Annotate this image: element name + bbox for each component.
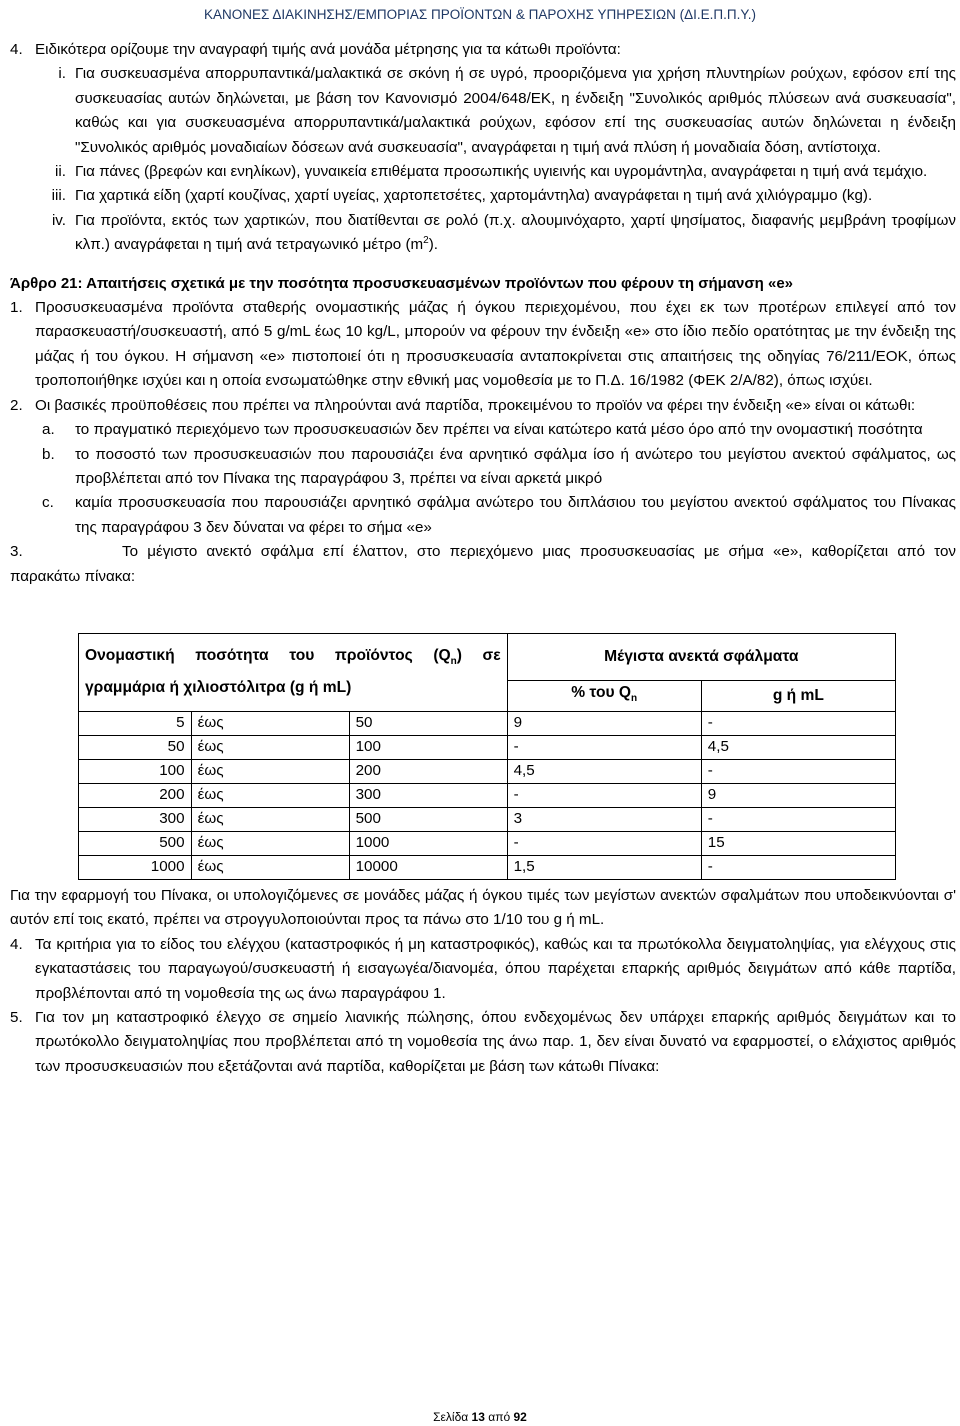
col-percent-text: % του Q — [571, 683, 632, 701]
subitem-letter: a. — [42, 421, 55, 439]
subitem-letter: c. — [42, 494, 54, 512]
subitem-number: i. — [58, 65, 66, 83]
cell-to: 10000 — [349, 855, 507, 879]
cell-to: 1000 — [349, 831, 507, 855]
para-text: Οι βασικές προϋποθέσεις που πρέπει να πληρούνται ανά παρτίδα, προκειμένου το προϊόν να φέρει την ένδειξη «e» είναι οι κάτωθι: — [35, 396, 916, 414]
cell-grams: 15 — [701, 831, 895, 855]
cell-word: έως — [191, 735, 349, 759]
footer-label: Σελίδα — [433, 1410, 469, 1424]
subitem-tail: ). — [428, 236, 438, 254]
subitem-iii — [10, 184, 956, 208]
cell-to: 100 — [349, 735, 507, 759]
table-row — [79, 807, 896, 831]
table-head-quantity — [79, 633, 508, 711]
head-text: Ονομαστική ποσότητα του προϊόντος (Q — [85, 647, 451, 665]
para-text: Προσυσκευασμένα προϊόντα σταθερής ονομαστικής μάζας ή όγκου περιεχομένου, που έχει εκ των προτέρων επιλεγεί από τον παρασκευαστή/συσκευαστή, από 5 g/mL έως 10 kg/L, μπορούν να φέρουν την ένδειξη «e» στο ίδιο πεδίο ορατότητας με την ένδειξη της μάζας ή του όγκου. Η σήμανση «e» πιστοποιεί ότι η προσυσκευασία ανταποκρίνεται στις απαιτήσεις της οδηγίας 76/211/ΕΟΚ, όπως τροποποιήθηκε ισχύει και η οποία ενσωματώθηκε στην εθνική μας νομοθεσία με το Π.Δ. 16/1982 (ΦΕΚ 2/Α/82), όπως ισχύει. — [35, 299, 956, 390]
cell-word: έως — [191, 855, 349, 879]
document-body — [10, 38, 956, 1079]
cell-percent: - — [507, 783, 701, 807]
subitem-letter: b. — [42, 445, 55, 463]
item-4-number: 4. — [10, 41, 23, 58]
cell-percent: - — [507, 831, 701, 855]
footer-of: από — [488, 1410, 511, 1424]
subitem-text: το ποσοστό των προσυσκευασιών που παρουσιάζει ένα αρνητικό σφάλμα ίσο ή ανώτερο του μεγίστου ανεκτού σφάλματος, ως προβλέπεται από τον Πίνακα της παραγράφου 3, πρέπει να είναι αρκετά μικρό — [75, 445, 956, 487]
error-table — [78, 633, 896, 880]
footer-page: 13 — [471, 1410, 485, 1424]
subitem-iv — [10, 209, 956, 258]
table-row — [79, 711, 896, 735]
para-text: Τα κριτήρια για το είδος του ελέγχου (καταστροφικός ή μη καταστροφικός), καθώς και τα πρωτόκολλα δειγματοληψίας, για ελέγχους στις εγκαταστάσεις του παραγωγού/συσκευαστή ή εισαγωγέα/διανομέα, όπου παρέχεται επαρκής αριθμός δειγμάτων από κάθε παρτίδα, προβλέπονται από τη νομοθεσία της ως άνω παραγράφου 1. — [35, 935, 956, 1002]
para-number: 4. — [10, 935, 23, 953]
para-number: 5. — [10, 1008, 23, 1026]
running-header: ΚΑΝΟΝΕΣ ΔΙΑΚΙΝΗΣΗΣ/ΕΜΠΟΡΙΑΣ ΠΡΟΪΟΝΤΩΝ & ΠΑΡΟΧΗΣ ΥΠΗΡΕΣΙΩΝ (ΔΙ.Ε.Π.Π.Υ.) — [204, 7, 756, 22]
cell-percent: 9 — [507, 711, 701, 735]
page-footer — [0, 1410, 960, 1424]
after-table-text: Για την εφαρμογή του Πίνακα, οι υπολογιζόμενες σε μονάδες μάζας ή όγκου τιμές των μεγίστων ανεκτών σφαλμάτων που υποδεικνύονται σ' αυτόν επί τοις εκατό, πρέπει να στρογγυλοποιούνται προς τα πάνω στο 1/10 του g ή mL. — [10, 886, 956, 929]
para-number: 2. — [10, 396, 23, 414]
subitem-text: Για προϊόντα, εκτός των χαρτικών, που διατίθενται σε ρολό (π.χ. αλουμινόχαρτο, χαρτί ψησίματος, διαφανής μεμβράνη τροφίμων κλπ.) αναγράφεται η τιμή ανά τετραγωνικό μέτρο (m — [75, 211, 956, 254]
cell-from: 100 — [79, 759, 192, 783]
para-number: 1. — [10, 299, 23, 317]
article-para-1 — [10, 296, 956, 394]
item-4 — [10, 38, 956, 62]
col-grams: g ή mL — [701, 680, 895, 711]
cell-grams: - — [701, 807, 895, 831]
cell-grams: - — [701, 855, 895, 879]
para-text: Για τον μη καταστροφικό έλεγχο σε σημείο λιανικής πώλησης, όπου ενδεχομένως δεν υπάρχει επαρκής αριθμός δειγμάτων και το πρωτόκολλο δειγματοληψίας που προβλέπεται από τη νομοθεσία της άνω παρ. 1, δεν είναι δυνατό να εφαρμοστεί, ο ελάχιστος αριθμός των προσυσκευασιών που εξετάζονται ανά παρτίδα, καθορίζεται με βάση των κάτωθι Πίνακα: — [35, 1008, 956, 1075]
cell-from: 5 — [79, 711, 192, 735]
article-para-4 — [10, 933, 956, 1006]
cell-grams: - — [701, 759, 895, 783]
subitem-text: καμία προσυσκευασία που παρουσιάζει αρνητικό σφάλμα ανώτερο του διπλάσιου του μεγίστου ανεκτού σφάλματος του Πίνακας της παραγράφου 3 δεν δύναται να φέρει το σήμα «e» — [75, 494, 956, 536]
table-body — [79, 711, 896, 879]
cell-percent: 3 — [507, 807, 701, 831]
cell-word: έως — [191, 783, 349, 807]
subitem-number: ii. — [55, 163, 66, 181]
table-row — [79, 759, 896, 783]
head-sub: n — [450, 656, 457, 668]
table-row — [79, 831, 896, 855]
article-para-3 — [10, 540, 956, 589]
cell-percent: 1,5 — [507, 855, 701, 879]
col-percent-sub: n — [631, 692, 638, 704]
cell-to: 50 — [349, 711, 507, 735]
cell-grams: 9 — [701, 783, 895, 807]
table-row — [79, 855, 896, 879]
subitem-number: iii. — [51, 187, 66, 205]
cell-grams: 4,5 — [701, 735, 895, 759]
cell-to: 500 — [349, 807, 507, 831]
cell-percent: - — [507, 735, 701, 759]
cell-word: έως — [191, 711, 349, 735]
col-percent — [507, 680, 701, 711]
para-2-sub-a — [10, 418, 956, 442]
table-row — [79, 735, 896, 759]
cell-from: 50 — [79, 735, 192, 759]
footer-total: 92 — [513, 1410, 527, 1424]
subitem-number: iv. — [51, 211, 66, 229]
cell-to: 200 — [349, 759, 507, 783]
table-head-errors: Μέγιστα ανεκτά σφάλματα — [507, 633, 895, 680]
table-row — [79, 783, 896, 807]
para-text: Το μέγιστο ανεκτό σφάλμα επί έλαττον, στο περιεχόμενο μιας προσυσκευασίας με σήμα «e», καθορίζεται από τον παρακάτω πίνακα: — [10, 543, 956, 585]
cell-grams: - — [701, 711, 895, 735]
cell-from: 1000 — [79, 855, 192, 879]
cell-word: έως — [191, 831, 349, 855]
cell-word: έως — [191, 759, 349, 783]
head-tail: ) σε γραμμάρια ή χιλιοστόλιτρα (g ή mL) — [85, 647, 501, 697]
subitem-text: Για πάνες (βρεφών και ενηλίκων), γυναικεία επιθέματα προσωπικής υγιεινής και υγρομάντηλα, αναγράφεται η τιμή ανά τεμάχιο. — [75, 163, 928, 181]
cell-from: 500 — [79, 831, 192, 855]
cell-from: 300 — [79, 807, 192, 831]
subitem-ii — [10, 160, 956, 184]
article-para-2 — [10, 394, 956, 418]
subitem-text: το πραγματικό περιεχόμενο των προσυσκευασιών δεν πρέπει να είναι κατώτερο κατά μέσο όρο από την ονομαστική ποσότητα — [75, 421, 923, 439]
subitem-text: Για συσκευασμένα απορρυπαντικά/μαλακτικά σε σκόνη ή σε υγρό, προοριζόμενα για χρήση πλυντηρίων ρούχων, εφόσον επί της συσκευασίας αυτών δηλώνεται, με βάση τον Κανονισμό 2004/648/ΕΚ, η ένδειξη "Συνολικός αριθμός πλύσεων ανά συσκευασία", καθώς και για συσκευασμένα απορρυπαντικά/μαλακτικά ρούχων, εφόσον επί της συσκευασίας αυτών δηλώνεται η ένδειξη "Συνολικός αριθμός μοναδιαίων δόσεων ανά συσκευασία", αναγράφεται η τιμή ανά πλύση ή μοναδιαία δόση, αντίστοιχα. — [75, 65, 956, 156]
subitem-i — [10, 62, 956, 160]
cell-from: 200 — [79, 783, 192, 807]
subitem-text: Για χαρτικά είδη (χαρτί κουζίνας, χαρτί υγείας, χαρτοπετσέτες, χαρτομάντηλα) αναγράφεται η τιμή ανά χιλιόγραμμο (kg). — [75, 187, 873, 205]
para-number: 3. — [10, 543, 23, 561]
para-2-sub-b — [10, 443, 956, 492]
cell-word: έως — [191, 807, 349, 831]
article-heading: Άρθρο 21: Απαιτήσεις σχετικά με την ποσότητα προσυσκευασμένων προϊόντων που φέρουν τη σήμανση «e» — [10, 274, 794, 292]
article-para-5 — [10, 1006, 956, 1079]
para-2-sub-c — [10, 491, 956, 540]
cell-to: 300 — [349, 783, 507, 807]
item-4-text: Ειδικότερα ορίζουμε την αναγραφή τιμής ανά μονάδα μέτρησης για τα κάτωθι προϊόντα: — [35, 41, 621, 58]
cell-percent: 4,5 — [507, 759, 701, 783]
superscript: 2 — [423, 235, 429, 247]
